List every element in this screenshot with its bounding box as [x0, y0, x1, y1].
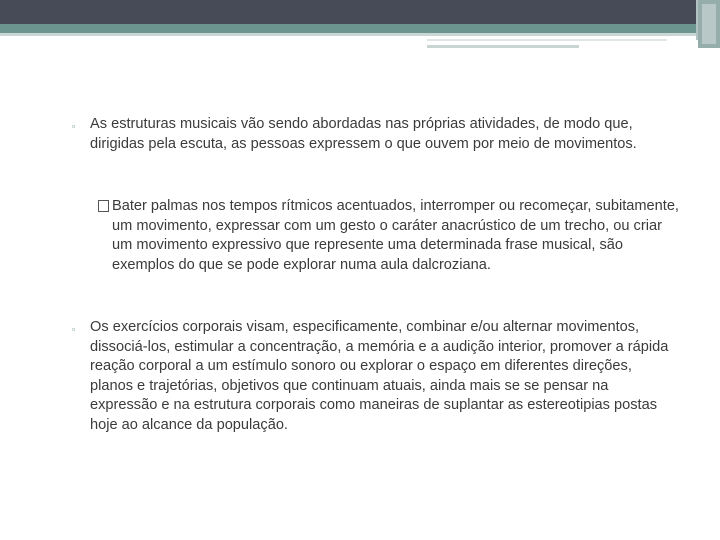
- bullet-paragraph-2: Os exercícios corporais visam, especificamente, combinar e/ou alternar movimentos, dissociá-los, estimular a concentração, a memória e a audição interior, promover a rápida reação corporal a um estímulo sonoro ou explorar o espaço em diferentes direções, planos e trajetórias, objetivos que continuam atuais, ainda mais se se pensar na expressão e na estrutura corporais como maneiras de suplantar as estereotipias postas hoje ao alcance da população.: [90, 319, 669, 433]
- bullet-icon: ▫: [72, 121, 76, 131]
- sub-bullet-paragraph: Bater palmas nos tempos rítmicos acentuados, interromper ou recomeçar, subitamente, um movimento, expressar com um gesto o caráter anacrústico de um trecho, ou criar um movimento expressivo que represente uma determinada frase musical, são exemplos do que se pode explorar numa aula dalcroziana.: [112, 198, 679, 273]
- missing-glyph-box-icon: [98, 200, 109, 212]
- bullet-paragraph-1: As estruturas musicais vão sendo abordadas nas próprias atividades, de modo que, dirigidas pela escuta, as pessoas expressem o que ouvem por meio de movimentos.: [90, 116, 637, 152]
- bullet-icon: ▫: [72, 324, 76, 334]
